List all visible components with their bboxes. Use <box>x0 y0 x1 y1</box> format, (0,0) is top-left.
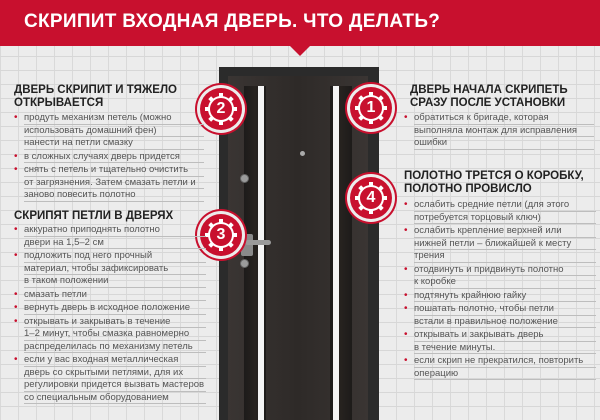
section-title-line: ПОЛОТНО ПРОВИСЛО <box>404 183 532 195</box>
section-title-line: СКРИПЯТ ПЕТЛИ В ДВЕРЯХ <box>14 210 174 222</box>
gear-icon <box>200 214 242 256</box>
gear-icon <box>200 88 242 130</box>
list-item <box>404 303 596 328</box>
section-title <box>410 84 568 110</box>
item-line: от загрязнения. Затем смазать петли и <box>24 177 204 190</box>
list-item <box>14 151 204 164</box>
item-line: снять с петель и тщательно очистить <box>24 164 204 177</box>
item-line: продуть механизм петель (можно <box>24 112 204 125</box>
section-list <box>14 224 206 405</box>
item-line: дверь со скрытыми петлями, для их <box>24 367 206 380</box>
list-item <box>14 316 206 354</box>
item-line: вернуть дверь в исходное положение <box>24 302 206 315</box>
item-line: если скрип не прекратился, повторить <box>414 355 596 368</box>
gear-icon <box>350 87 392 129</box>
section-list <box>404 112 594 151</box>
item-line: в сложных случаях дверь придется <box>24 151 204 164</box>
list-item <box>404 225 596 263</box>
bullet-dot: • <box>14 224 18 235</box>
lock-top <box>240 174 249 183</box>
section-title <box>404 170 584 196</box>
peephole <box>300 151 305 156</box>
list-item <box>404 355 596 380</box>
section-title <box>14 210 173 223</box>
item-line: двери на 1,5–2 см <box>24 237 206 250</box>
list-item <box>404 112 594 150</box>
item-line: пошатать полотно, чтобы петли <box>414 303 596 316</box>
item-line: нижней петли – ближайшей к месту <box>414 238 596 251</box>
list-item <box>14 302 206 315</box>
list-item <box>404 199 596 224</box>
item-line: обратиться к бригаде, которая <box>414 112 594 125</box>
list-item <box>14 289 206 302</box>
list-item <box>14 112 204 150</box>
bullet-dot: • <box>404 303 408 314</box>
door-stripe-left <box>258 86 264 420</box>
bullet-dot: • <box>404 112 408 123</box>
item-line: материал, чтобы зафиксировать <box>24 263 206 276</box>
bullet-dot: • <box>14 250 18 261</box>
item-line: со специальным оборудованием <box>24 392 206 405</box>
item-line: потребуется торцовый ключ) <box>414 212 596 225</box>
badge-number: 1 <box>366 99 376 116</box>
handle-plate <box>241 234 253 256</box>
section-title-line: ПОЛОТНО ТРЕТСЯ О КОРОБКУ, <box>404 170 584 182</box>
title-banner <box>0 0 600 46</box>
gear-icon <box>350 177 392 219</box>
section-list <box>404 199 596 381</box>
item-line: подтянуть крайнюю гайку <box>414 290 596 303</box>
section-title-line: ДВЕРЬ НАЧАЛА СКРИПЕТЬ <box>410 84 568 96</box>
item-line: ослабить крепление верхней или <box>414 225 596 238</box>
list-item <box>14 354 206 404</box>
bullet-dot: • <box>14 302 18 313</box>
bullet-dot: • <box>14 150 18 162</box>
item-line: операцию <box>414 368 596 381</box>
bullet-dot: • <box>14 112 18 123</box>
bullet-dot: • <box>14 288 18 300</box>
door-handle <box>245 240 271 245</box>
item-line: открывать и закрывать в течение <box>24 316 206 329</box>
bullet-dot: • <box>404 263 408 275</box>
item-line: выполняла монтаж для исправления <box>414 125 594 138</box>
item-line: нанести на петли смазку <box>24 137 204 150</box>
list-item <box>404 264 596 289</box>
bullet-dot: • <box>404 329 408 340</box>
item-line: трения <box>414 250 596 263</box>
bullet-dot: • <box>404 355 408 366</box>
item-line: отодвинуть и придвинуть полотно <box>414 264 596 277</box>
badge-number: 4 <box>366 189 376 206</box>
bullet-dot: • <box>404 289 408 301</box>
item-line: 1–2 минут, чтобы смазка равномерно <box>24 328 206 341</box>
page-title: СКРИПИТ ВХОДНАЯ ДВЕРЬ. ЧТО ДЕЛАТЬ? <box>24 11 441 32</box>
badge-number: 2 <box>216 100 226 117</box>
item-line: аккуратно приподнять полотно <box>24 224 206 237</box>
bullet-dot: • <box>404 199 408 210</box>
list-item <box>14 250 206 288</box>
item-line: ошибки <box>414 137 594 150</box>
item-line: регулировки придется вызвать мастеров <box>24 379 205 390</box>
item-line: ослабить средние петли (для этого <box>414 199 596 212</box>
section-list <box>14 112 204 203</box>
bullet-dot: • <box>14 164 18 175</box>
door-stripe-right <box>333 86 339 420</box>
item-line: открывать и закрывать дверь <box>414 329 596 342</box>
item-line: заново повесить полотно <box>24 189 204 202</box>
bullet-dot: • <box>14 354 18 365</box>
bullet-dot: • <box>14 315 18 327</box>
section-title-line: СРАЗУ ПОСЛЕ УСТАНОВКИ <box>410 97 566 109</box>
item-line: к коробке <box>414 276 596 289</box>
item-line: распределилась по механизму петель <box>24 341 206 354</box>
item-line: встали в правильное положение <box>414 316 596 329</box>
item-line: в течение минуты. <box>414 342 596 355</box>
section-title <box>14 84 177 110</box>
lock-bottom <box>240 259 249 268</box>
section-title-line: ДВЕРЬ СКРИПИТ И ТЯЖЕЛО <box>14 84 177 96</box>
item-line: подложить под него прочный <box>24 250 206 263</box>
bullet-dot: • <box>404 225 408 236</box>
list-item <box>404 290 596 303</box>
item-line: в таком положении <box>24 275 206 288</box>
item-line: если у вас входная металлическая <box>24 354 206 367</box>
item-line: использовать домашний фен) <box>24 125 204 138</box>
list-item <box>14 164 204 202</box>
section-title-line: ОТКРЫВАЕТСЯ <box>14 97 104 109</box>
item-line: смазать петли <box>24 289 206 302</box>
list-item <box>404 329 596 354</box>
banner-notch <box>290 46 310 56</box>
list-item <box>14 224 206 249</box>
badge-number: 3 <box>216 226 226 243</box>
